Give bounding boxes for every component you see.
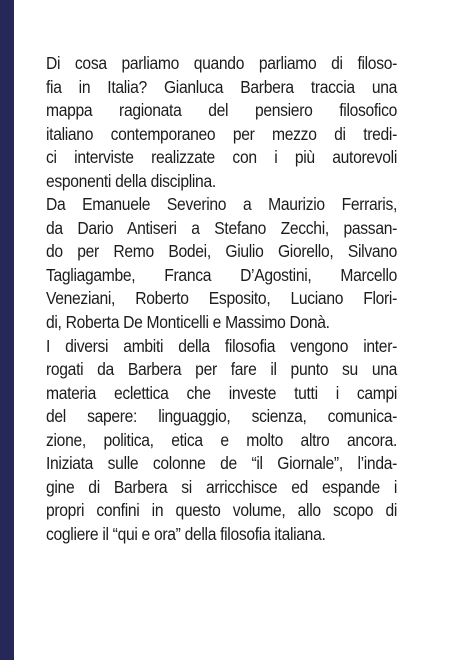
paragraph-intro (46, 52, 397, 193)
text-line: materia eclettica che investe tutti i campi (46, 382, 397, 403)
text-line: propri confini in questo volume, allo scopo di (46, 500, 397, 521)
text-line: zione, politica, etica e molto altro ancora. (46, 429, 397, 450)
back-cover-blurb (46, 52, 397, 546)
text-line: gine di Barbera si arricchisce ed espande i (46, 476, 397, 497)
text-line: Da Emanuele Severino a Maurizio Ferraris, (46, 194, 397, 215)
text-line: da Dario Antiseri a Stefano Zecchi, passan- (46, 217, 397, 238)
text-line: Veneziani, Roberto Esposito, Luciano Flori- (46, 288, 397, 309)
text-line: del sapere: linguaggio, scienza, comunica- (46, 406, 397, 427)
text-line: do per Remo Bodei, Giulio Giorello, Silvano (46, 241, 397, 262)
paragraph-scope (46, 335, 397, 547)
text-line: Tagliagambe, Franca D’Agostini, Marcello (46, 264, 397, 285)
text-line: di, Roberta De Monticelli e Massimo Donà. (46, 312, 330, 333)
text-line: mappa ragionata del pensiero filosofico (46, 100, 397, 121)
text-line: Iniziata sulle colonne de “il Giornale”, l’inda- (46, 453, 397, 474)
text-line: italiano contemporaneo per mezzo di tredi- (46, 123, 397, 144)
book-spine-edge (0, 0, 14, 660)
text-line: Di cosa parliamo quando parliamo di filoso- (46, 53, 397, 73)
text-line: rogati da Barbera per fare il punto su una (46, 359, 397, 380)
text-line: fia in Italia? Gianluca Barbera traccia una (46, 76, 397, 97)
text-line: cogliere il “qui e ora” della filosofia italiana. (46, 523, 326, 544)
text-line: ci interviste realizzate con i più autorevoli (46, 147, 397, 168)
paragraph-authors (46, 193, 397, 334)
text-line: esponenti della disciplina. (46, 170, 216, 191)
text-line: I diversi ambiti della filosofia vengono inter- (46, 335, 397, 356)
